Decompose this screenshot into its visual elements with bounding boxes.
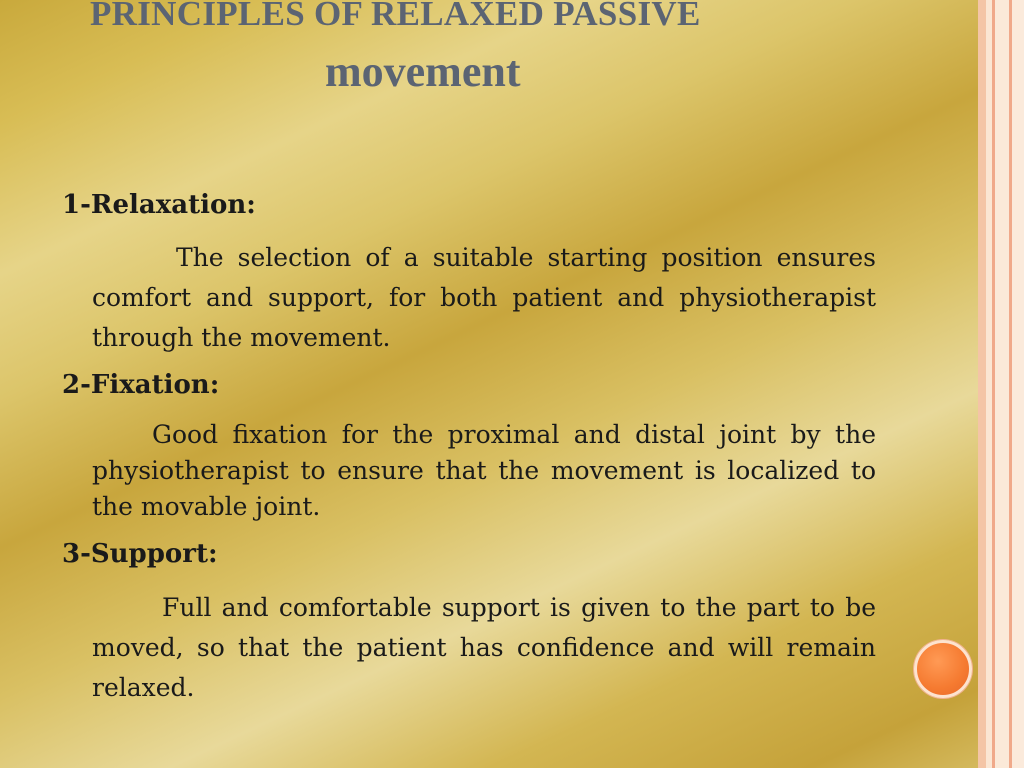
section-heading-fixation: 2-Fixation: bbox=[62, 370, 220, 400]
orange-circle-decoration bbox=[914, 640, 972, 698]
section-text-fixation: Good fixation for the proximal and distal joint by the physiotherapist to ensure that the movement is localized to the movable joint. bbox=[92, 420, 876, 521]
slide-title-line-1: PRINCIPLES OF RELAXED PASSIVE bbox=[90, 0, 701, 33]
section-heading-support: 3-Support: bbox=[62, 539, 218, 569]
section-text-support: Full and comfortable support is given to the part to be moved, so that the patient has confidence and will remain relaxed. bbox=[92, 593, 876, 702]
decorative-stripe bbox=[995, 0, 1009, 768]
section-text-relaxation: The selection of a suitable starting position ensures comfort and support, for both patient and physiotherapist through the movement. bbox=[92, 243, 876, 352]
decorative-stripe bbox=[1012, 0, 1024, 768]
section-heading-relaxation: 1-Relaxation: bbox=[62, 190, 256, 220]
slide-title-line-2: movement bbox=[325, 47, 521, 96]
decorative-stripe bbox=[978, 0, 986, 768]
